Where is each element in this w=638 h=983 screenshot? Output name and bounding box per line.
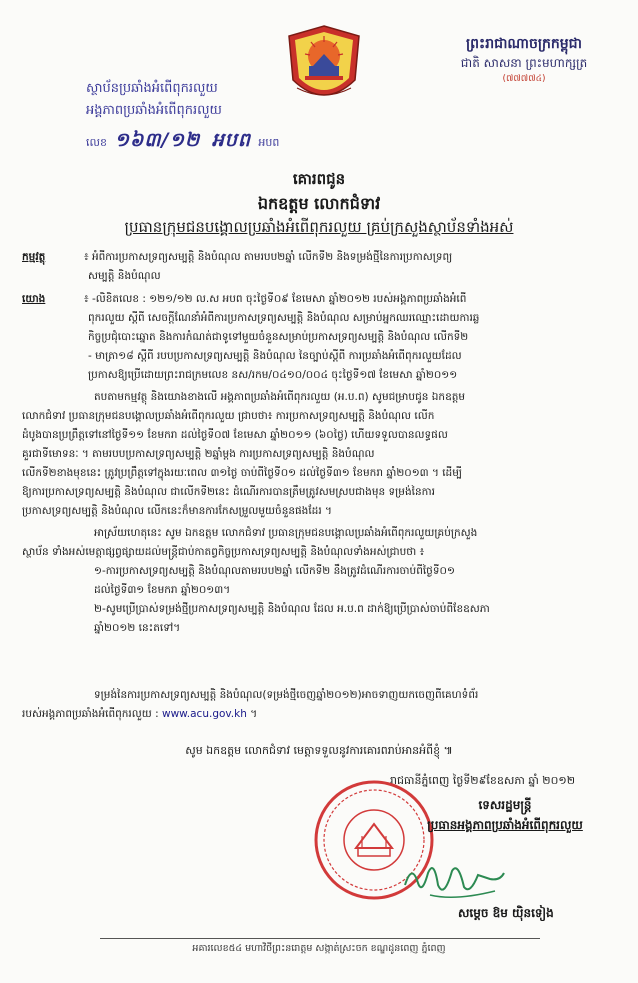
- ref-suffix: អបព: [258, 136, 280, 149]
- reference-item-2: - មាត្រា១៨ ស្តីពី របបប្រកាសទ្រព្យសម្បត្តិ និងបំណុល នៃច្បាប់ស្តីពី ការប្រឆាំងអំពើពុករលួយដែល: [88, 350, 462, 362]
- handwritten-signature-icon: [400, 855, 510, 905]
- paragraph-3: [22, 686, 618, 724]
- signatory-rank: ទេសរដ្ឋមន្ត្រី: [478, 798, 532, 812]
- p2-item-2b: ឆ្នាំ២០១២ នេះតទៅ។: [94, 622, 181, 634]
- footer-divider: [100, 938, 540, 939]
- signatory-name: សម្តេច ឱម យ៉ិនទៀង: [458, 906, 554, 920]
- p2-item-1: ១-ការប្រកាសទ្រព្យសម្បត្តិ និងបំណុលតាមរបប២ឆ្នាំ លើកទី២ នឹងត្រូវដំណើរការចាប់ពីថ្ងៃទី០១: [94, 565, 455, 577]
- reference-number: [86, 128, 279, 156]
- paragraph-1: [22, 388, 618, 521]
- reference-label: យោង: [22, 293, 46, 305]
- subject-label: កម្មវត្ថុ: [22, 251, 46, 263]
- p1-line-4: គួរជាទីមោទនៈ ។ តាមរបបប្រកាសទ្រព្យសម្បត្តិ ២ឆ្នាំម្តង ការប្រកាសទ្រព្យសម្បត្តិ និងបំណុល: [22, 448, 375, 460]
- salutation: គោរពជូន: [292, 170, 346, 188]
- p2-line-2: ស្ថាប័ន ទាំងអស់មេត្តាផ្សព្វផ្សាយដល់មន្ត្រីជាប់កាតព្វកិច្ចប្រកាសទ្រព្យសម្បត្តិ និងបំណុលទាំងអស់ជ្រាបថា ៖: [22, 546, 425, 558]
- reference-item-1b: ពុករលួយ ស្តីពី សេចក្តីណែនាំអំពីការប្រកាសទ្រព្យសម្បត្តិ និងបំណុល សម្រាប់អ្នកឈរឈ្មោះដោយការឆ្ល: [88, 312, 480, 324]
- reference-item-2b: ប្រកាសឱ្យប្រើដោយព្រះរាជក្រមលេខ នស/រកម/០៤១០/០០៤ ចុះថ្ងៃទី១៧ ខែមេសា ឆ្នាំ២០១១: [88, 369, 458, 381]
- signatory-title: [400, 795, 610, 835]
- p2-line-1: អាស្រ័យហេតុនេះ សូម ឯកឧត្តម លោកជំទាវ ប្រធានក្រុមជនបង្គោលប្រឆាំងអំពើពុករលួយគ្រប់ក្រសួង: [94, 527, 478, 539]
- p1-line-1: តបតាមកម្មវត្ថុ និងយោងខាងលើ អង្គភាពប្រឆាំងអំពើពុករលួយ (អ.ប.ព) សូមជម្រាបជូន ឯកឧត្តម: [94, 391, 466, 403]
- p1-line-7: ប្រកាសទ្រព្យសម្បត្តិ និងបំណុល លើកនេះក៏មានការកែសម្រួលមួយចំនួនផងដែរ ។: [22, 505, 332, 517]
- reference-item-1: ៖ -លិខិតលេខ : ១២១/១២ ល.ស អបព ចុះថ្ងៃទី០៩ ខែមេសា ឆ្នាំ២០១២ របស់អង្គភាពប្រឆាំងអំពើ: [84, 293, 467, 305]
- kingdom-motto: ជាតិ សាសនា ព្រះមហាក្សត្រ: [460, 56, 588, 70]
- p1-line-3: ដំបូងបានប្រព្រឹត្តទៅនៅថ្ងៃទី១១ ខែមករា ដល់ថ្ងៃទី០៧ ខែមេសា ឆ្នាំ២០១១ (៦០ថ្ងៃ) ហើយទទួលបានលទ្ធផល: [22, 429, 448, 441]
- subject-block: [22, 248, 618, 286]
- acu-website-link[interactable]: www.acu.gov.kh: [161, 708, 247, 720]
- p1-line-2: លោកជំទាវ ប្រធានក្រុមជនបង្គោលប្រឆាំងអំពើពុករលួយ ជ្រាបថា៖ ការប្រកាសទ្រព្យសម្បត្តិ និងបំណុល លើក: [22, 410, 435, 422]
- p3-line-2-suffix: ។: [250, 708, 258, 720]
- kingdom-ornament: (៧៧៧៧៤): [502, 74, 546, 84]
- paragraph-2: [22, 524, 618, 638]
- kingdom-title: ព្រះរាជាណាចក្រកម្ពុជា: [465, 36, 582, 52]
- p3-line-1: ទម្រង់នៃការប្រកាសទ្រព្យសម្បត្តិ និងបំណុល(ទម្រង់ថ្មីចេញឆ្នាំ២០១២)អាចទាញយកចេញពីគេហទំព័រ: [94, 689, 479, 701]
- ref-handwritten-suffix: អបព: [211, 129, 251, 151]
- reference-item-1c: កិច្ចប្រជុំបោះឆ្នោត និងការកំណត់ជាទូទៅមួយចំនួនសម្រាប់ប្រកាសទ្រព្យសម្បត្តិ និងបំណុល លើកទី២: [88, 331, 469, 343]
- p2-item-1b: ដល់ថ្ងៃទី៣១ ខែមករា ឆ្នាំ២០១៣។: [94, 584, 231, 596]
- recipient-group: ប្រធានក្រុមជនបង្គោលប្រឆាំងអំពើពុករលួយ គ្រប់ក្រសួងស្ថាប័នទាំងអស់: [124, 218, 514, 236]
- agency-unit: អង្គភាពប្រឆាំងអំពើពុករលួយ: [86, 103, 222, 118]
- p3-line-2: [22, 705, 618, 724]
- signing-date: រាជធានីភ្នំពេញ ថ្ងៃទី២៩ខែឧសភា ឆ្នាំ ២០១២: [390, 774, 576, 787]
- kingdom-header: [444, 34, 604, 86]
- footer-address: អគារលេខ៥៤ មហាវិថីព្រះនរោត្តម សង្កាត់ស្រះចក ខណ្ឌដូនពេញ ភ្នំពេញ: [192, 943, 446, 954]
- signatory-position: ប្រធានអង្គភាពប្រឆាំងអំពើពុករលួយ: [427, 818, 583, 832]
- recipient-title: ឯកឧត្តម លោកជំទាវ: [257, 194, 381, 213]
- p1-line-6: ឱ្យការប្រកាសទ្រព្យសម្បត្តិ និងបំណុល ជាលើកទី២នេះ ដំណើរការបានត្រឹមត្រូវសមស្របជាងមុន ទម្រង់នៃការ: [22, 486, 435, 498]
- closing-salutation: សូម ឯកឧត្តម លោកជំទាវ មេត្តាទទួលនូវការគោរពរាប់អានអំពីខ្ញុំ ៕: [185, 744, 453, 757]
- p3-line-2-prefix: របស់អង្គភាពប្រឆាំងអំពើពុករលួយ :: [22, 708, 159, 720]
- subject-text-cont: សម្បត្តិ និងបំណុល: [88, 270, 161, 282]
- ref-prefix: លេខ: [86, 136, 107, 149]
- subject-text: ៖ អំពីការប្រកាសទ្រព្យសម្បត្តិ និងបំណុល តាមរបប២ឆ្នាំ លើកទី២ និងទម្រង់ថ្មីនៃការប្រកាសទ្រព្យ: [84, 251, 453, 263]
- agency-header: [86, 78, 296, 122]
- p2-item-2: ២-សូមប្រើប្រាស់ទម្រង់ថ្មីប្រកាសទ្រព្យសម្បត្តិ និងបំណុល ដែល អ.ប.ព ដាក់ឱ្យប្រើប្រាស់ចាប់ពីខែឧសភា: [94, 603, 490, 615]
- p1-line-5: លើកទី២ខាងមុខនេះ ត្រូវប្រព្រឹត្តទៅក្នុងរយៈពេល ៣១ថ្ងៃ ចាប់ពីថ្ងៃទី០១ ដល់ថ្ងៃទី៣១ ខែមករា ឆ្នាំ២០១៣ ។ ដើម្បី: [22, 467, 463, 479]
- reference-block: [22, 290, 618, 385]
- ref-handwritten-number: ១៦៣/១២: [114, 129, 201, 151]
- agency-institution: ស្ថាប័នប្រឆាំងអំពើពុករលួយ: [86, 81, 218, 96]
